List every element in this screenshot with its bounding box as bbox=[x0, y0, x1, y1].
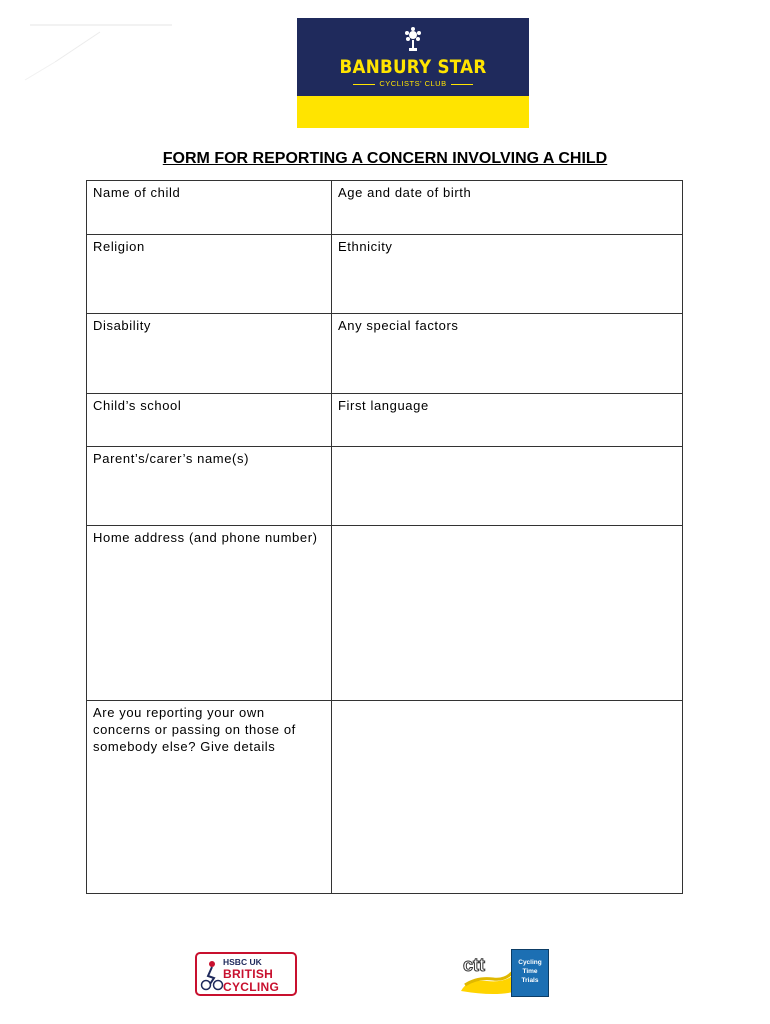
field-disability[interactable]: Disability bbox=[87, 314, 332, 394]
field-childs-school[interactable]: Child’s school bbox=[87, 394, 332, 447]
club-subtitle: CYCLISTS' CLUB bbox=[297, 79, 529, 88]
club-name: BANBURY STAR bbox=[339, 56, 487, 78]
svg-text:ctt: ctt bbox=[463, 955, 485, 975]
table-row bbox=[87, 394, 683, 447]
table-row bbox=[87, 181, 683, 235]
ctt-line-2: Time bbox=[522, 968, 538, 975]
field-name-of-child[interactable]: Name of child bbox=[87, 181, 332, 235]
british-cycling-logo bbox=[195, 952, 297, 996]
cycling-time-trials-logo bbox=[455, 947, 550, 999]
table-row bbox=[87, 526, 683, 701]
form-title: FORM FOR REPORTING A CONCERN INVOLVING A CHILD bbox=[162, 150, 608, 167]
field-ethnicity[interactable]: Ethnicity bbox=[332, 235, 683, 314]
concern-form-table bbox=[86, 180, 683, 894]
field-special-factors[interactable]: Any special factors bbox=[332, 314, 683, 394]
hsbc-uk-label: HSBC UK bbox=[223, 957, 262, 967]
field-religion[interactable]: Religion bbox=[87, 235, 332, 314]
field-home-address-answer[interactable] bbox=[332, 526, 683, 701]
ctt-icon bbox=[457, 951, 519, 997]
logo-yellow-band bbox=[297, 96, 529, 128]
field-parent-carer-names-answer[interactable] bbox=[332, 447, 683, 526]
british-label: BRITISH bbox=[223, 967, 274, 981]
cyclist-icon bbox=[200, 960, 224, 992]
field-home-address[interactable]: Home address (and phone number) bbox=[87, 526, 332, 701]
club-logo bbox=[297, 18, 529, 128]
field-parent-carer-names[interactable]: Parent’s/carer’s name(s) bbox=[87, 447, 332, 526]
table-row bbox=[87, 314, 683, 394]
field-age-and-dob[interactable]: Age and date of birth bbox=[332, 181, 683, 235]
cycling-label: CYCLING bbox=[223, 980, 280, 994]
table-row bbox=[87, 235, 683, 314]
faint-artifact-lines bbox=[0, 0, 200, 100]
crest-icon bbox=[401, 26, 425, 54]
table-row bbox=[87, 701, 683, 894]
field-reporting-concerns[interactable]: Are you reporting your own concerns or passing on those of somebody else? Give details bbox=[87, 701, 332, 894]
field-first-language[interactable]: First language bbox=[332, 394, 683, 447]
table-row bbox=[87, 447, 683, 526]
ctt-line-1: Cycling bbox=[518, 959, 542, 966]
ctt-line-3: Trials bbox=[521, 977, 539, 984]
field-reporting-concerns-answer[interactable] bbox=[332, 701, 683, 894]
